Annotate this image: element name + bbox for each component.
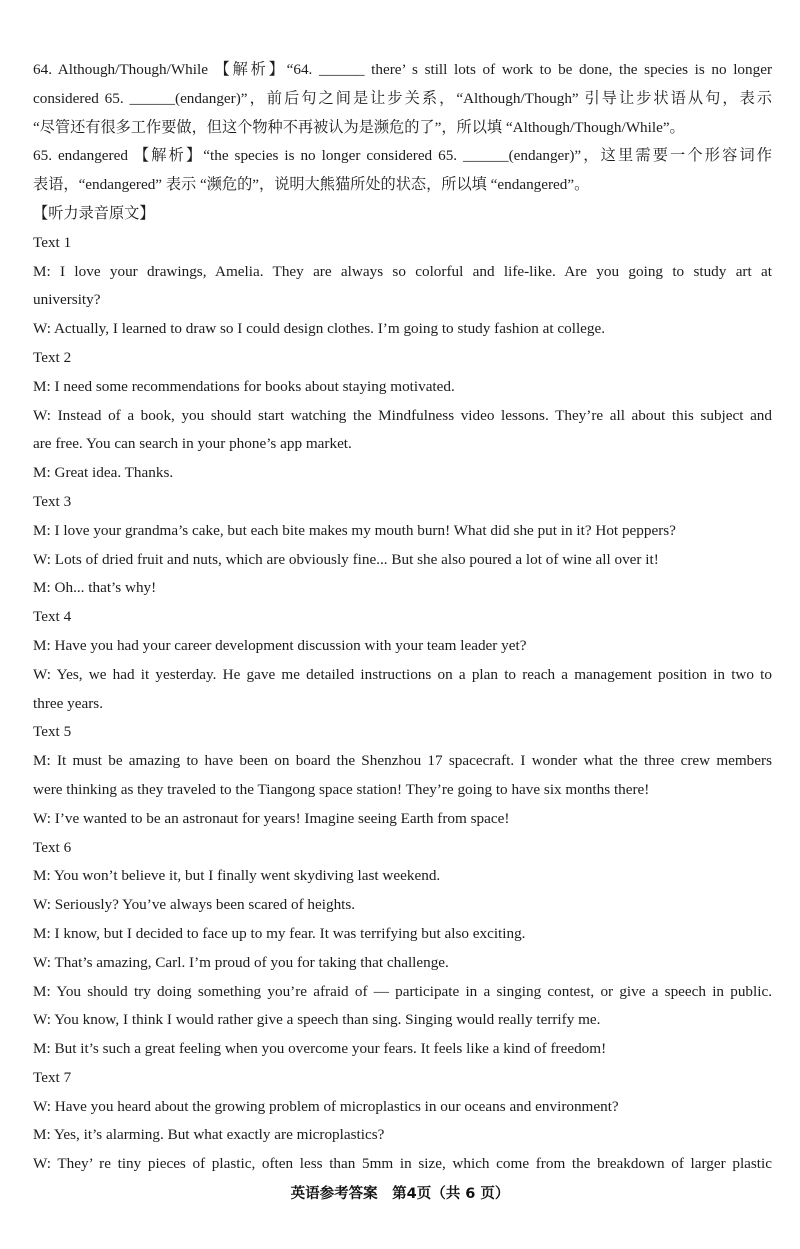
text-heading: Text 3 bbox=[33, 492, 72, 510]
dialogue-line: W: I’ve wanted to be an astronaut for years! Imagine seeing Earth from space! bbox=[33, 809, 510, 827]
explanation-line: “尽管还有很多工作要做，但这个物种不再被认为是濒危的了”，所以填 “Although/Though/While”。 bbox=[33, 118, 685, 136]
dialogue-line: M: You won’t believe it, but I finally went skydiving last weekend. bbox=[33, 867, 441, 885]
text-heading: Text 4 bbox=[33, 608, 72, 626]
explanation-line: 65. endangered 【解析】“the species is no longer considered 65. ______(endanger)”，这里需要一个形容词作 bbox=[33, 147, 772, 165]
answer-explanations bbox=[33, 56, 772, 200]
dialogue-line: M: Have you had your career development discussion with your team leader yet? bbox=[33, 636, 527, 654]
dialogue-line: M: Oh... that’s why! bbox=[33, 579, 157, 597]
explanation-line: considered 65. ______(endanger)”，前后句之间是让步关系，“Although/Though” 引导让步状语从句，表示 bbox=[33, 89, 772, 107]
text-heading: Text 5 bbox=[33, 723, 72, 741]
dialogue-line: M: It must be amazing to have been on board the Shenzhou 17 spacecraft. I wonder what the three crew members bbox=[33, 752, 772, 770]
text-heading: Text 1 bbox=[33, 233, 72, 251]
page-footer: 英语参考答案 第4页（共 6 页） bbox=[290, 1186, 510, 1202]
dialogue-line: M: Yes, it’s alarming. But what exactly are microplastics? bbox=[33, 1126, 385, 1144]
dialogue-line: university? bbox=[33, 291, 101, 309]
dialogue-line: W: Lots of dried fruit and nuts, which are obviously fine... But she also poured a lot of wine all over it! bbox=[33, 550, 659, 568]
dialogue-line: W: Have you heard about the growing problem of microplastics in our oceans and environment? bbox=[33, 1097, 619, 1115]
dialogue-line: W: You know, I think I would rather give a speech than sing. Singing would really terrify me. bbox=[33, 1011, 601, 1029]
dialogue-line: W: Yes, we had it yesterday. He gave me detailed instructions on a plan to reach a management position in two to bbox=[33, 665, 772, 683]
dialogue-line: were thinking as they traveled to the Tiangong space station! They’re going to have six months there! bbox=[33, 780, 650, 798]
text-heading: Text 7 bbox=[33, 1068, 72, 1086]
text-heading: Text 2 bbox=[33, 348, 72, 366]
explanation-line: 表语，“endangered” 表示 “濒危的”，说明大熊猫所处的状态，所以填 “endangered”。 bbox=[33, 176, 590, 194]
dialogue-line: M: I love your grandma’s cake, but each bite makes my mouth burn! What did she put in it? Hot peppers? bbox=[33, 521, 676, 539]
dialogue-line: W: Seriously? You’ve always been scared of heights. bbox=[33, 896, 356, 914]
dialogue-line: W: Instead of a book, you should start watching the Mindfulness video lessons. They’re all about this subject and bbox=[33, 406, 772, 424]
section-heading: 【听力录音原文】 bbox=[33, 204, 155, 222]
text-heading: Text 6 bbox=[33, 838, 72, 856]
dialogue-line: are free. You can search in your phone’s app market. bbox=[33, 435, 352, 453]
dialogue-line: three years. bbox=[33, 694, 103, 712]
dialogue-line: M: I love your drawings, Amelia. They are always so colorful and life-like. Are you going to study art at bbox=[33, 262, 772, 280]
dialogue-line: M: I know, but I decided to face up to my fear. It was terrifying but also exciting. bbox=[33, 924, 526, 942]
dialogue-line: M: I need some recommendations for books about staying motivated. bbox=[33, 377, 455, 395]
explanation-line: 64. Although/Though/While 【解析】“64. ______ there’ s still lots of work to be done, the species is no longer bbox=[33, 61, 772, 78]
dialogue-line: M: But it’s such a great feeling when you overcome your fears. It feels like a kind of freedom! bbox=[33, 1040, 607, 1058]
dialogue-line: W: Actually, I learned to draw so I could design clothes. I’m going to study fashion at college. bbox=[33, 320, 606, 338]
listening-transcript bbox=[33, 229, 772, 1179]
dialogue-line: W: That’s amazing, Carl. I’m proud of you for taking that challenge. bbox=[33, 953, 449, 971]
dialogue-line: M: You should try doing something you’re afraid of — participate in a singing contest, or give a speech in public. bbox=[33, 982, 772, 1000]
dialogue-line: M: Great idea. Thanks. bbox=[33, 464, 174, 482]
dialogue-line: W: They’ re tiny pieces of plastic, often less than 5mm in size, which come from the breakdown of larger plastic bbox=[33, 1155, 772, 1173]
